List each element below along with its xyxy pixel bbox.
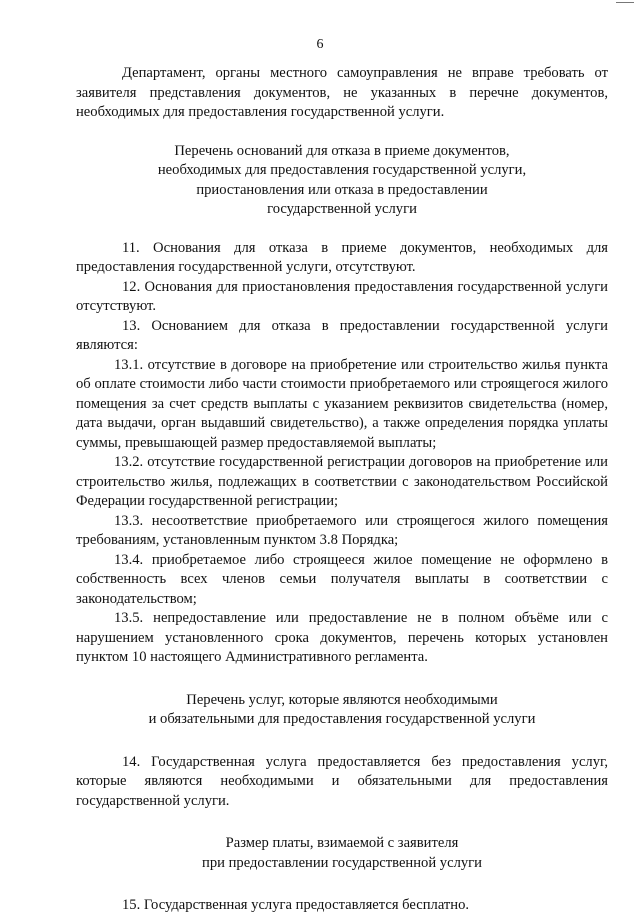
fee-heading: Размер платы, взимаемой с заявителя при предоставлении государственной услуги [202, 835, 482, 871]
intro-paragraph: Департамент, органы местного самоуправления не вправе требовать от заявителя представления документов, не указанных в перечне документов, необходимых для предоставления государственной услуги. [76, 65, 608, 120]
paragraph-11: 11. Основания для отказа в приеме документов, необходимых для предоставления государственной услуги, отсутствуют. [76, 239, 608, 275]
corner-mark [616, 2, 634, 3]
paragraph-13-5: 13.5. непредоставление или предоставление не в полном объёме или с нарушением установленного срока документов, перечень которых установлен пунктом 10 настоящего Административного регламента. [76, 610, 608, 665]
paragraph-13-2: 13.2. отсутствие государственной регистрации договоров на приобретение или строительство жилья, подлежащих в соответствии с законодательством Российской Федерации государственной регистрации; [76, 454, 608, 509]
document-body [76, 64, 608, 916]
paragraph-13-1: 13.1. отсутствие в договоре на приобретение или строительство жилья пункта об оплате стоимости либо части стоимости приобретаемого или строящегося жилого помещения за счет средств выплаты с указанием реквизитов свидетельства (номер, дата выдачи, орган выдавший свидетельство), а также определения порядка уплаты суммы, превышающей размер предоставляемой выплаты; [76, 356, 608, 451]
paragraph-13-4: 13.4. приобретаемое либо строящееся жилое помещение не оформлено в собственность всех членов семьи получателя выплаты в соответствии с законодательством; [76, 551, 608, 607]
paragraph-13: 13. Основанием для отказа в предоставлении государственной услуги являются: [76, 317, 608, 353]
paragraph-13-3: 13.3. несоответствие приобретаемого или строящегося жилого помещения требованиям, установленным пунктом 3.8 Порядка; [76, 512, 608, 548]
refusal-grounds-heading: Перечень оснований для отказа в приеме документов, необходимых для предоставления государственной услуги, приостановления или отказа в предоставлении государственной услуги [157, 142, 527, 217]
paragraph-12: 12. Основания для приостановления предоставления государственной услуги отсутствуют. [76, 278, 608, 314]
paragraph-15: 15. Государственная услуга предоставляется бесплатно. [122, 897, 470, 913]
required-services-heading: Перечень услуг, которые являются необходимыми и обязательными для предоставления государственной услуги [148, 691, 536, 727]
page-number: 6 [316, 37, 324, 52]
paragraph-14: 14. Государственная услуга предоставляется без предоставления услуг, которые являются необходимыми и обязательными для предоставления государственной услуги. [76, 753, 608, 809]
